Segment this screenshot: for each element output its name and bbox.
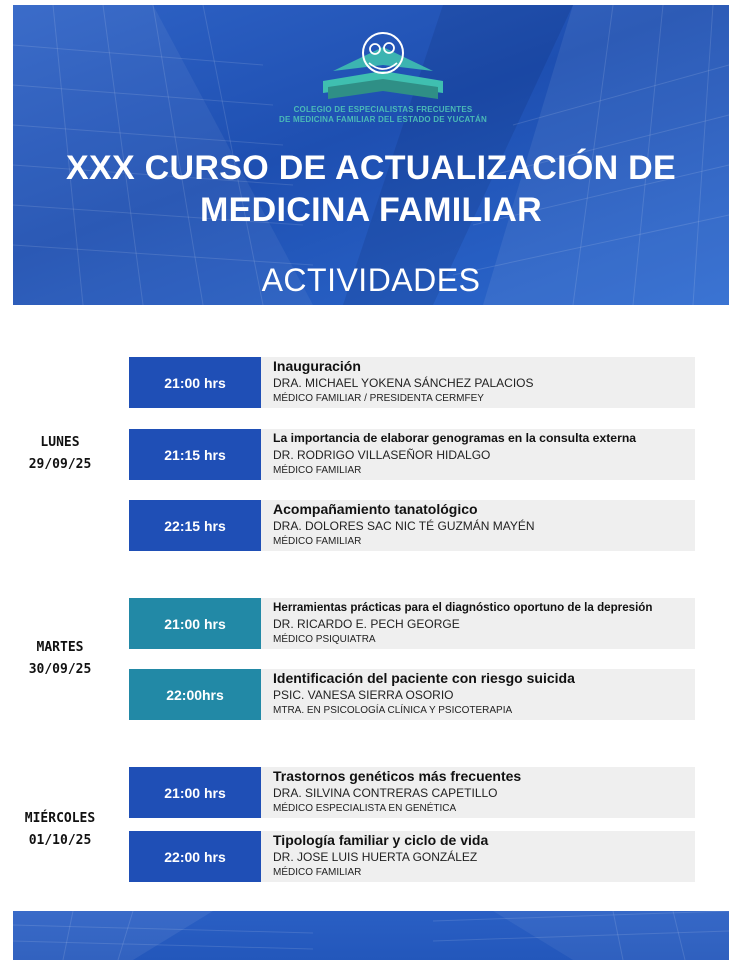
session-topic: Tipología familiar y ciclo de vida	[273, 832, 489, 848]
session-role: MÉDICO FAMILIAR	[273, 536, 362, 547]
page-title: XXX CURSO DE ACTUALIZACIÓN DE MEDICINA FAMILIAR	[65, 149, 677, 229]
time-slot: 21:00 hrs	[129, 598, 261, 649]
footer-banner	[13, 911, 729, 960]
schedule-row	[129, 669, 695, 720]
session-topic: Acompañamiento tanatológico	[273, 501, 478, 517]
session-role: MÉDICO ESPECIALISTA EN GENÉTICA	[273, 803, 457, 814]
schedule-row	[129, 831, 695, 882]
session-topic: Inauguración	[273, 358, 361, 374]
session-speaker: DR. RICARDO E. PECH GEORGE	[273, 617, 460, 631]
day-label-tuesday: MARTES 30/09/25	[28, 640, 92, 677]
session-speaker: DR. RODRIGO VILLASEÑOR HIDALGO	[273, 448, 491, 462]
session-info	[261, 500, 695, 551]
session-info	[261, 598, 695, 649]
day-label-monday: LUNES 29/09/25	[28, 435, 92, 472]
session-info	[261, 357, 695, 408]
schedule-row	[129, 500, 695, 551]
session-speaker: PSIC. VANESA SIERRA OSORIO	[273, 688, 454, 702]
time-slot: 22:15 hrs	[129, 500, 261, 551]
time-slot: 21:00 hrs	[129, 357, 261, 408]
time-slot: 22:00 hrs	[129, 831, 261, 882]
time-slot: 22:00hrs	[129, 669, 261, 720]
session-info	[261, 669, 695, 720]
session-info	[261, 831, 695, 882]
page-subtitle: ACTIVIDADES	[261, 262, 481, 298]
day-label-wednesday: MIÉRCOLES 01/10/25	[24, 811, 96, 848]
schedule-row	[129, 357, 695, 408]
time-slot: 21:00 hrs	[129, 767, 261, 818]
session-role: MÉDICO FAMILIAR / PRESIDENTA CERMFEY	[273, 393, 484, 404]
session-topic: Identificación del paciente con riesgo suicida	[273, 670, 575, 686]
session-topic: Trastornos genéticos más frecuentes	[273, 768, 522, 784]
logo-caption: COLEGIO DE ESPECIALISTAS FRECUENTES DE MEDICINA FAMILIAR DEL ESTADO DE YUCATÁN	[279, 105, 487, 124]
session-speaker: DRA. MICHAEL YOKENA SÁNCHEZ PALACIOS	[273, 376, 534, 390]
session-topic: Herramientas prácticas para el diagnóstico oportuno de la depresión	[273, 601, 653, 614]
session-info	[261, 767, 695, 818]
time-slot: 21:15 hrs	[129, 429, 261, 480]
session-role: MÉDICO PSIQUIATRA	[273, 634, 376, 645]
footer-building-background	[13, 911, 729, 960]
schedule-row	[129, 598, 695, 649]
session-speaker: DRA. SILVINA CONTRERAS CAPETILLO	[273, 786, 498, 800]
session-role: MÉDICO FAMILIAR	[273, 867, 362, 878]
session-role: MTRA. EN PSICOLOGÍA CLÍNICA Y PSICOTERAPIA	[273, 705, 513, 716]
session-speaker: DR. JOSE LUIS HUERTA GONZÁLEZ	[273, 850, 478, 864]
session-speaker: DRA. DOLORES SAC NIC TÉ GUZMÁN MAYÉN	[273, 519, 535, 533]
session-role: MÉDICO FAMILIAR	[273, 465, 362, 476]
session-topic: La importancia de elaborar genogramas en la consulta externa	[273, 431, 637, 445]
header-banner	[13, 5, 729, 305]
schedule-row	[129, 429, 695, 480]
schedule-row	[129, 767, 695, 818]
session-info	[261, 429, 695, 480]
